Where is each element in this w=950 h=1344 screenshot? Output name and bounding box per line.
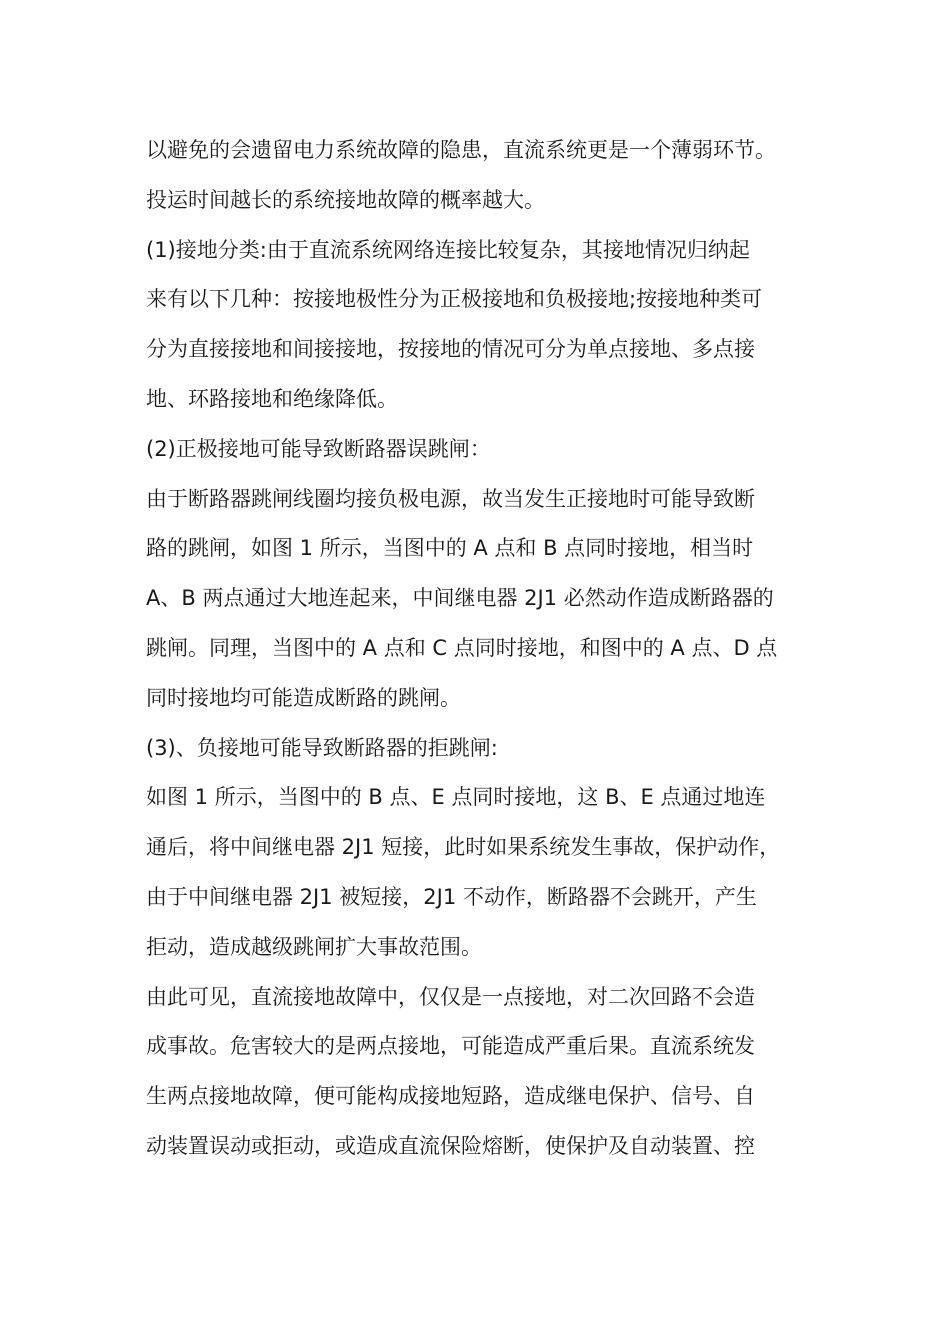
text-line: 生两点接地故障，便可能构成接地短路，造成继电保护、信号、自 [146,1084,755,1109]
text-line: A、B 两点通过大地连起来，中间继电器 2J1 必然动作造成断路器的 [146,586,774,611]
text-line: 同时接地均可能造成断路的跳闸。 [146,685,461,710]
text-line: 拒动，造成越级跳闸扩大事故范围。 [146,934,482,959]
text-line: 投运时间越长的系统接地故障的概率越大。 [146,187,545,212]
text-line: 路的跳闸，如图 1 所示，当图中的 A 点和 B 点同时接地，相当时 [146,536,754,561]
text-line: 由于中间继电器 2J1 被短接，2J1 不动作，断路器不会跳开，产生 [146,884,757,909]
section-heading-2: (2)正极接地可能导致断路器误跳闸： [146,436,491,461]
section-heading-3: (3)、负接地可能导致断路器的拒跳闸: [146,735,498,760]
text-line: 通后，将中间继电器 2J1 短接，此时如果系统发生事故，保护动作， [146,835,781,860]
text-line: 以避免的会遗留电力系统故障的隐患，直流系统更是一个薄弱环节。 [146,138,776,162]
section-heading-1: (1)接地分类:由于直流系统网络连接比较复杂，其接地情况归纳起 [146,237,750,262]
text-line: 由于断路器跳闸线圈均接负极电源，故当发生正接地时可能导致断 [146,486,755,511]
text-line: 来有以下几种：按接地极性分为正极接地和负极接地;按接地种类可 [146,287,763,312]
text-line: 如图 1 所示，当图中的 B 点、E 点同时接地，这 B、E 点通过地连 [146,785,766,810]
text-line: 由此可见，直流接地故障中，仅仅是一点接地，对二次回路不会造 [146,984,755,1009]
text-line: 动装置误动或拒动，或造成直流保险熔断，使保护及自动装置、控 [146,1133,755,1158]
text-line: 成事故。危害较大的是两点接地，可能造成严重后果。直流系统发 [146,1034,755,1059]
body-text [146,126,836,1172]
text-line: 地、环路接地和绝缘降低。 [146,386,398,411]
text-line: 分为直接接地和间接接地，按接地的情况可分为单点接地、多点接 [146,337,755,362]
text-line: 跳闸。同理，当图中的 A 点和 C 点同时接地，和图中的 A 点、D 点 [146,635,778,660]
